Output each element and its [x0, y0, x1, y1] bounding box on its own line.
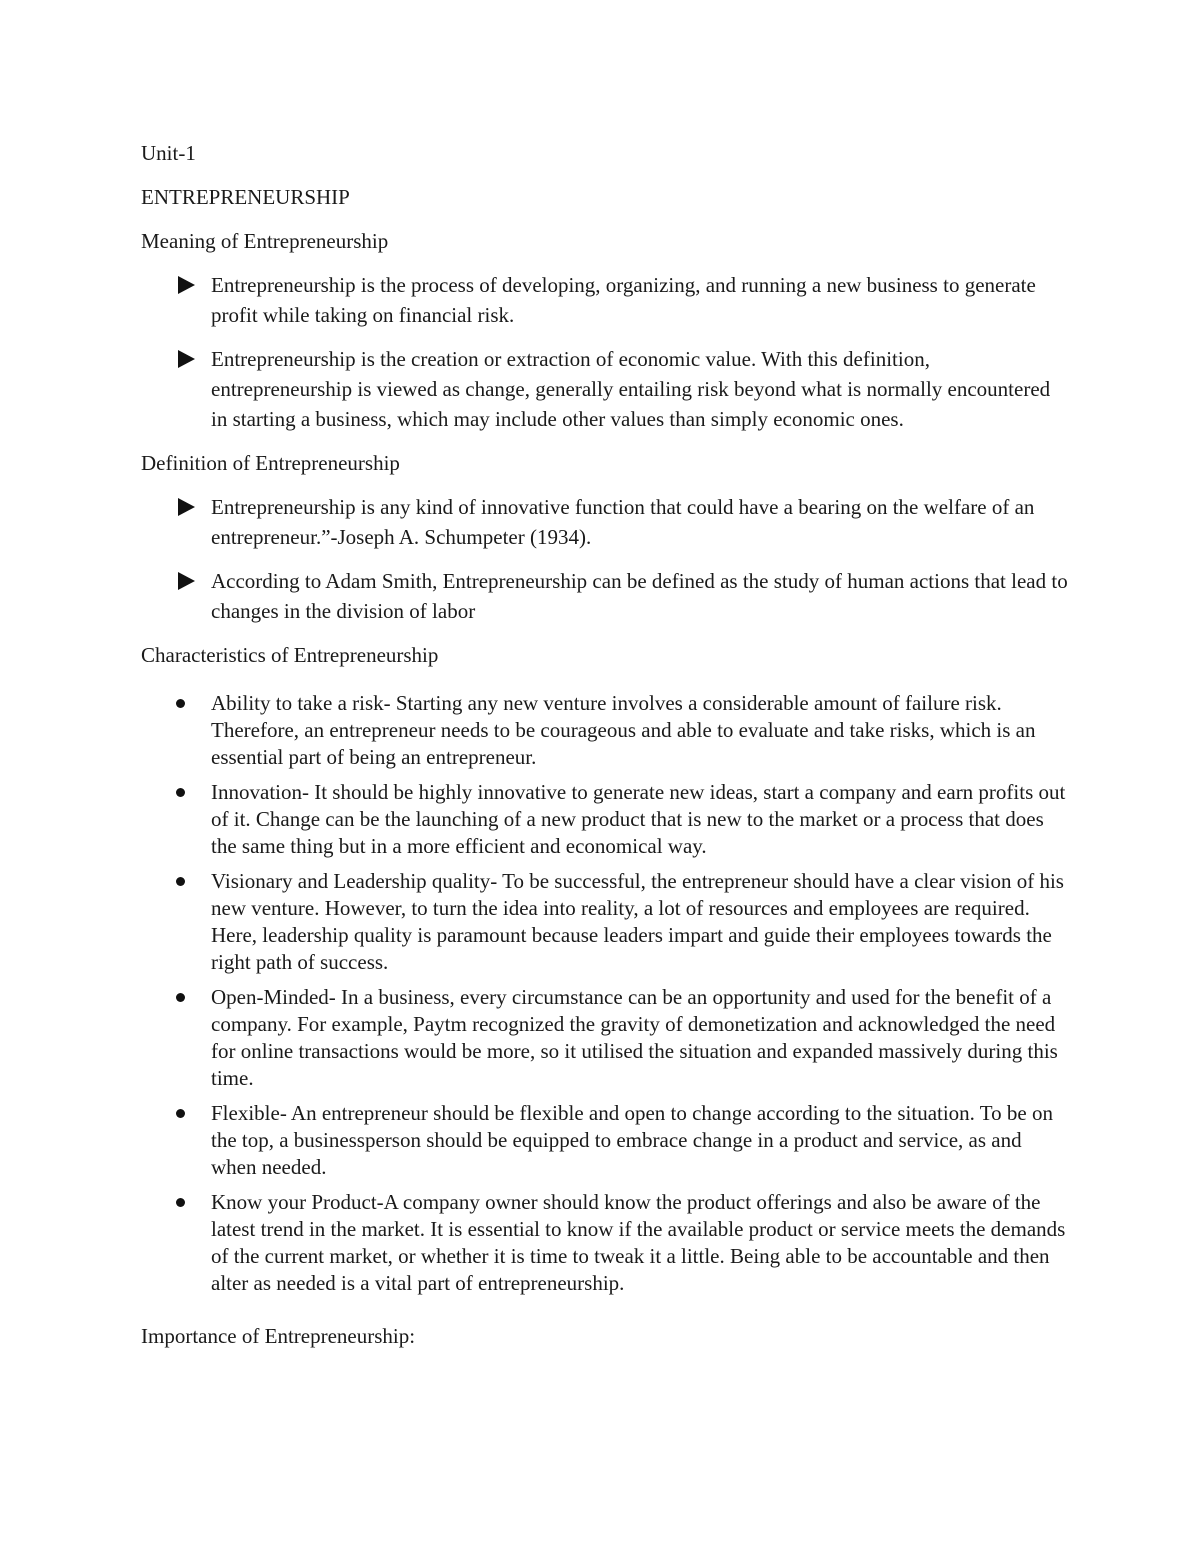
meaning-item: [141, 270, 1071, 330]
document-title: ENTREPRENEURSHIP: [141, 185, 350, 209]
characteristic-item: [141, 984, 1071, 1092]
round-bullet-icon: [176, 699, 185, 708]
meaning-heading: Meaning of Entrepreneurship: [141, 229, 389, 253]
importance-heading: Importance of Entrepreneurship:: [141, 1324, 416, 1348]
characteristic-item: [141, 690, 1071, 771]
characteristics-heading: Characteristics of Entrepreneurship: [141, 643, 439, 667]
arrow-bullet-icon: [178, 276, 195, 294]
meaning-item: [141, 344, 1071, 434]
characteristic-item-text: Ability to take a risk- Starting any new venture involves a considerable amount of failure risk. Therefore, an entrepreneur needs to be courageous and able to evaluate and take risks, which is an essential part of being an entrepreneur.: [211, 691, 1036, 769]
meaning-item-text: Entrepreneurship is the creation or extraction of economic value. With this definition, entrepreneurship is viewed as change, generally entailing risk beyond what is normally encountered in starting a business, which may include other values than simply economic ones.: [211, 347, 1051, 431]
arrow-bullet-icon: [178, 498, 195, 516]
meaning-item-text: Entrepreneurship is the process of developing, organizing, and running a new business to generate profit while taking on financial risk.: [211, 273, 1036, 327]
definition-item-text: Entrepreneurship is any kind of innovative function that could have a bearing on the welfare of an entrepreneur.”-Joseph A. Schumpeter (1934).: [211, 495, 1035, 549]
definition-item: [141, 566, 1071, 626]
arrow-bullet-icon: [178, 350, 195, 368]
characteristic-item-text: Visionary and Leadership quality- To be successful, the entrepreneur should have a clear vision of his new venture. However, to turn the idea into reality, a lot of resources and employees are required. Here, leadership quality is paramount because leaders impart and guide their employees towards the right path of success.: [211, 869, 1064, 974]
characteristic-item: [141, 1100, 1071, 1181]
unit-label: Unit-1: [141, 141, 196, 165]
round-bullet-icon: [176, 1198, 185, 1207]
definition-item: [141, 492, 1071, 552]
characteristics-list: [141, 690, 1071, 1297]
round-bullet-icon: [176, 877, 185, 886]
round-bullet-icon: [176, 788, 185, 797]
characteristic-item-text: Open-Minded- In a business, every circumstance can be an opportunity and used for the benefit of a company. For example, Paytm recognized the gravity of demonetization and acknowledged the need for online transactions would be more, so it utilised the situation and expanded massively during this time.: [211, 985, 1058, 1090]
characteristic-item-text: Flexible- An entrepreneur should be flexible and open to change according to the situation. To be on the top, a businessperson should be equipped to embrace change in a product and service, as and when needed.: [211, 1101, 1053, 1179]
document-page: [141, 138, 1071, 1351]
definition-heading: Definition of Entrepreneurship: [141, 451, 400, 475]
characteristic-item: [141, 779, 1071, 860]
round-bullet-icon: [176, 1109, 185, 1118]
meaning-list: [141, 270, 1071, 434]
characteristic-item: [141, 868, 1071, 976]
characteristic-item-text: Innovation- It should be highly innovative to generate new ideas, start a company and earn profits out of it. Change can be the launching of a new product that is new to the market or a process that does the same thing but in a more efficient and economical way.: [211, 780, 1066, 858]
round-bullet-icon: [176, 993, 185, 1002]
characteristic-item-text: Know your Product-A company owner should know the product offerings and also be aware of the latest trend in the market. It is essential to know if the available product or service meets the demands of the current market, or whether it is time to tweak it a little. Being able to be accountable and then alter as needed is a vital part of entrepreneurship.: [211, 1190, 1066, 1295]
arrow-bullet-icon: [178, 572, 195, 590]
definition-item-text: According to Adam Smith, Entrepreneurship can be defined as the study of human actions that lead to changes in the division of labor: [211, 569, 1068, 623]
definition-list: [141, 492, 1071, 626]
characteristic-item: [141, 1189, 1071, 1297]
